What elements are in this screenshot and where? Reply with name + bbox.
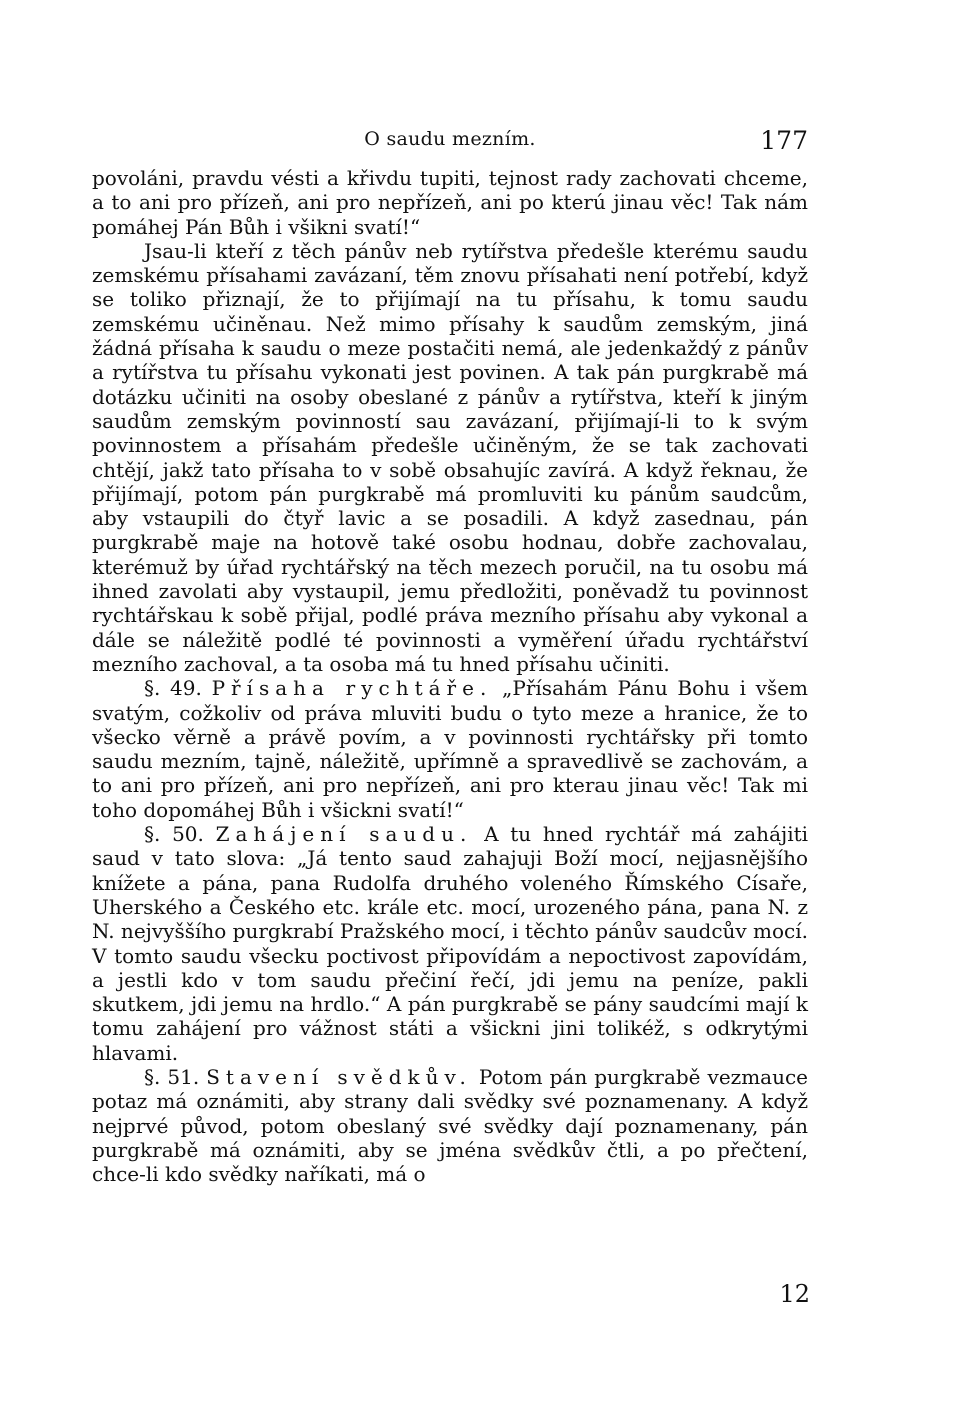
section-51	[92, 1065, 808, 1186]
body-text	[92, 166, 808, 1186]
paragraph-1	[92, 166, 808, 239]
paragraph-text: Jsau-li kteří z těch pánův neb rytířstva předešle kterému saudu zemskému přísahami zavázaní, těm znovu přísahati není potřebí, když se toliko přiznají, že to přijímají na tu přísahu, k tomu saudu zemskému učiněnau. Než mimo přísahy k saudům zemským, jiná žádná přísaha k saudu o meze postačiti nemá, ale jedenkaždý z pánův a rytířstva tu přísahu vykonati jest povinen. A tak pán purgkrabě má dotázku učiniti na osoby obeslané z pánův a rytířstva, kteří k jiným saudům zemským povinností sau zavázaní, přijímají-li to k svým povinnostem a přísahám předešle učiněným, že se tak zachovati chtějí, jakž tato přísaha to v sobě obsahujíc zavírá. A když řeknau, že přijímají, potom pán purgkrabě má promluviti ku pánům saudcům, aby vstaupili do čtyř lavic a se posadili. A když zasednau, pán purgkrabě maje na hotově také osobu hodnau, dobře zachovalau, kterémuž by úřad rychtářský na těch mezech poručil, na tu osobu má ihned zavolati aby vystaupil, jemu předložiti, poněvadž tu povinnost rychtářskau k sobě přijal, podlé práva mezního přísahu aby vykonal a dále se náležitě podlé té povinnosti a vyměření úřadu rychtářství mezního zachoval, a ta osoba má tu hned přísahu učiniti.	[92, 238, 808, 676]
section-49	[92, 676, 808, 822]
section-heading: Stavení svědkův.	[206, 1064, 472, 1089]
section-number: §. 49.	[144, 676, 202, 701]
section-heading: Přísaha rychtáře.	[211, 676, 493, 701]
printer-signature: 12	[779, 1280, 810, 1308]
running-head: O saudu mezním.	[364, 128, 536, 150]
paragraph-text: Potom pán purgkrabě vezmauce potaz má oznámiti, aby strany dali svědky své poznamenany. A když nejprvé původ, potom obeslaný své svědky dají poznamenany, pán purgkrabě má oznámiti, aby se jména svědkův čtli, a po přečtení, chce-li kdo svědky naříkati, má o	[92, 1064, 809, 1187]
paragraph-text: A tu hned rychtář má zahájiti saud v tato slova: „Já tento saud zahajuji Boží mocí, nejjasnějšího knížete a pána, pana Rudolfa druhého voleného Římského Císaře, Uherského a Českého etc. krále etc. mocí, urozeného pána, pana N. z N. nejvyššího purgkrabí Pražského mocí, i těchto pánův saudcův mocí. V tomto saudu všecku poctivost připovídám a nepoctivost zapovídám, a jestli kdo v tom saudu přečiní řečí, jdi jemu na peníze, pakli skutkem, jdi jemu na hrdlo.“ A pán purgkrabě se pány saudcími mají k tomu zahájení pro vážnost státi a všickni jini tolikéž, s odkrytými hlavami.	[92, 822, 809, 1065]
section-heading: Zahájení saudu.	[215, 822, 473, 847]
section-50	[92, 822, 808, 1065]
page-header	[92, 120, 808, 166]
section-number: §. 51.	[144, 1064, 200, 1089]
paragraph-text: povoláni, pravdu vésti a křivdu tupiti, tejnost rady zachovati chceme, a to ani pro přízeň, ani pro nepřízeň, ani po kterú jinau věc! Tak nám pomáhej Pán Bůh i všikni svatí!“	[92, 166, 808, 239]
page-number: 177	[760, 126, 808, 155]
paragraph-2	[92, 239, 808, 676]
page	[92, 120, 808, 1186]
paragraph-text: „Přísahám Pánu Bohu i všem svatým, cožkoliv od práva mluviti budu o tyto meze a hranice, že to všecko věrně a právě povím, a v povinnosti rychtářsky při tomto saudu mezním, tajně, náležitě, upřímně a spravedlivě se zachovám, a to ani pro přízeň, ani pro nepřízeň, ani pro kterau jinau věc! Tak mi toho dopomáhej Bůh i všickni svatí!“	[92, 676, 809, 822]
section-number: §. 50.	[144, 822, 204, 847]
